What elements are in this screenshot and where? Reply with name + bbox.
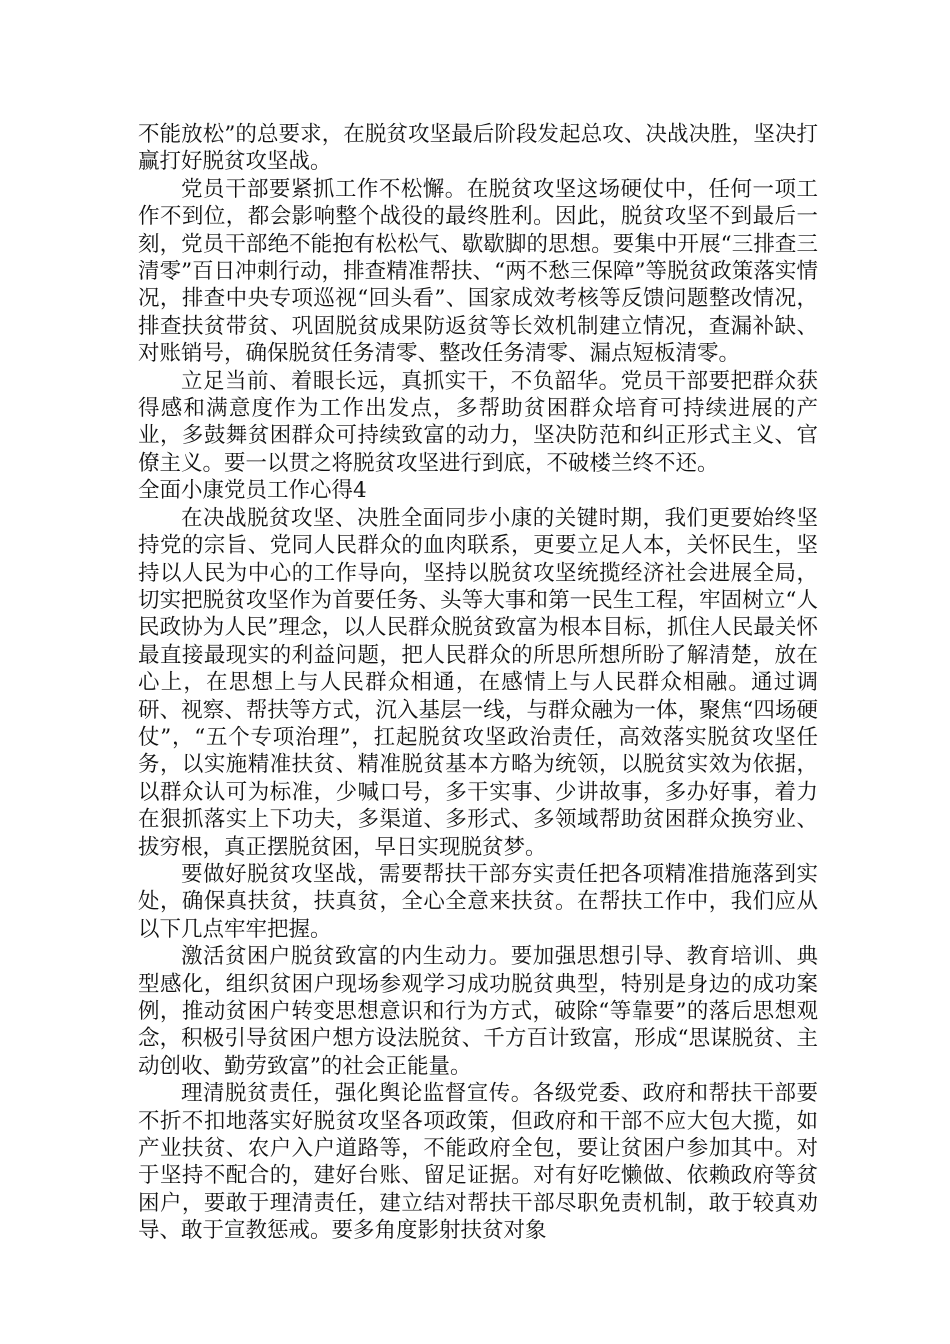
paragraph-clarify-responsibility: 理清脱贫责任，强化舆论监督宣传。各级党委、政府和帮扶干部要不折不扣地落实好脱贫攻坚各项政策，但政府和干部不应大包大揽，如产业扶贫、农户入户道路等，不能政府全包，要让贫困户参加其中。对于坚持不配合的，建好台账、留足证据。对有好吃懒做、依赖政府等贫困户，要敢于理清责任，建立结对帮扶干部尽职免责机制，敢于较真劝导、敢于宣教惩戒。要多角度影射扶贫对象 bbox=[138, 1081, 818, 1244]
paragraph-continuation: 不能放松”的总要求，在脱贫攻坚最后阶段发起总攻、决战决胜，坚决打赢打好脱贫攻坚战。 bbox=[138, 122, 818, 175]
paragraph-work-diligence: 党员干部要紧抓工作不松懈。在脱贫攻坚这场硬仗中，任何一项工作不到位，都会影响整个战役的最终胜利。因此，脱贫攻坚不到最后一刻，党员干部绝不能抱有松松气、歇歇脚的思想。要集中开展“三排查三清零”百日冲刺行动，排查精准帮扶、“两不愁三保障”等脱贫政策落实情况，排查中央专项巡视“回头看”、国家成效考核等反馈问题整改情况，排查扶贫带贫、巩固脱贫成果防返贫等长效机制建立情况，查漏补缺、对账销号，确保脱贫任务清零、整改任务清零、漏点短板清零。 bbox=[138, 176, 818, 367]
section-heading: 全面小康党员工作心得4 bbox=[138, 478, 367, 504]
paragraph-long-term: 立足当前、着眼长远，真抓实干，不负韶华。党员干部要把群众获得感和满意度作为工作出发点，多帮助贫困群众培育可持续进展的产业，多鼓舞贫困群众可持续致富的动力，坚决防范和纠正形式主义、官僚主义。要一以贯之将脱贫攻坚进行到底，不破楼兰终不还。 bbox=[138, 368, 818, 476]
paragraph-internal-motivation: 激活贫困户脱贫致富的内生动力。要加强思想引导、教育培训、典型感化，组织贫困户现场参观学习成功脱贫典型，特别是身边的成功案例，推动贫困户转变思想意识和行为方式，破除“等靠要”的落后思想观念，积极引导贫困户想方设法脱贫、千方百计致富，形成“思谋脱贫、主动创收、勤劳致富”的社会正能量。 bbox=[138, 944, 818, 1079]
paragraph-responsibility: 要做好脱贫攻坚战，需要帮扶干部夯实责任把各项精准措施落到实处，确保真扶贫，扶真贫，全心全意来扶贫。在帮扶工作中，我们应从以下几点牢牢把握。 bbox=[138, 861, 818, 942]
document-page bbox=[138, 121, 818, 1245]
paragraph-decisive-period: 在决战脱贫攻坚、决胜全面同步小康的关键时期，我们更要始终坚持党的宗旨、党同人民群众的血肉联系，更要立足人本，关怀民生，坚持以人民为中心的工作导向，坚持以脱贫攻坚统揽经济社会进展全局，切实把脱贫攻坚作为首要任务、头等大事和第一民生工程，牢固树立“人民政协为人民”理念，以人民群众脱贫致富为根本目标，抓住人民最关怀最直接最现实的利益问题，把人民群众的所思所想所盼了解清楚，放在心上，在思想上与人民群众相通，在感情上与人民群众相融。通过调研、视察、帮扶等方式，沉入基层一线，与群众融为一体，聚焦“四场硬仗”，“五个专项治理”，扛起脱贫攻坚政治责任，高效落实脱贫攻坚任务，以实施精准扶贫、精准脱贫基本方略为统领，以脱贫实效为依据，以群众认可为标准，少喊口号，多干实事、少讲故事，多办好事，着力在狠抓落实上下功夫，多渠道、多形式、多领域帮助贫困群众换穷业、拔穷根，真正摆脱贫困，早日实现脱贫梦。 bbox=[138, 505, 818, 860]
